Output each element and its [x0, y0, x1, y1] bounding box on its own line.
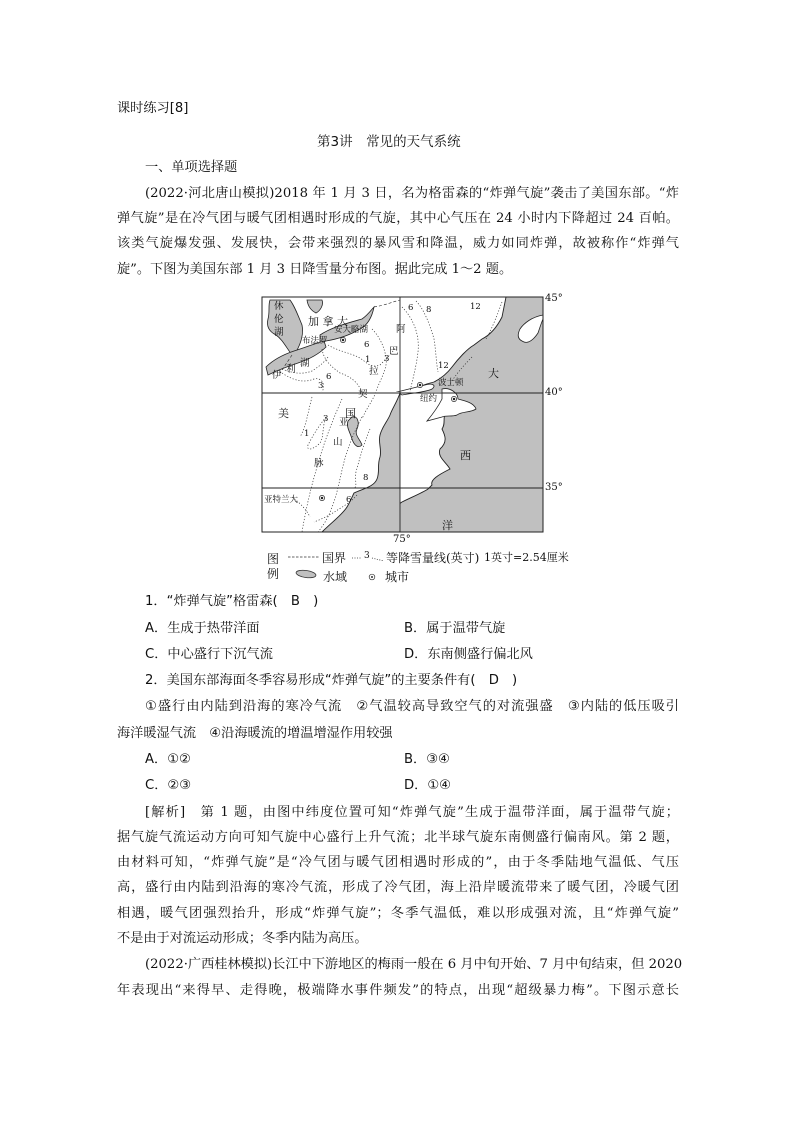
isoline-value: 6 — [346, 495, 352, 505]
legend-title-1: 图 — [267, 552, 280, 566]
label-ocean-3: 洋 — [442, 519, 453, 532]
isoline-value: 6 — [408, 303, 414, 313]
label-newyork: 纽约 — [420, 394, 438, 404]
question-stem: 1．“炸弹气旋”格雷森( B ) — [145, 594, 319, 609]
water-icon — [295, 568, 317, 583]
option-a: A．生成于热带洋面 — [145, 621, 260, 636]
label-canada: 加 拿 大 — [308, 315, 348, 328]
isoline-value: 8 — [363, 473, 369, 483]
isoline-value: 12 — [438, 361, 449, 371]
page-title: 第3讲 常见的天气系统 — [317, 134, 461, 150]
isoline-value: 8 — [426, 305, 432, 315]
label-ocean-2: 西 — [460, 449, 471, 462]
isoline-value: 3 — [323, 414, 329, 424]
option-a: A．①② — [145, 752, 191, 767]
question-statements: 海洋暖湿气流 ④沿海暖流的增温增湿作用较强 — [117, 726, 393, 741]
label-usa-2: 国 — [345, 407, 356, 420]
legend-conversion: 1英寸=2.54厘米 — [484, 551, 569, 564]
city-icon — [367, 570, 377, 585]
label-app-6: 山 — [333, 437, 343, 448]
label-erie-2: 利 — [286, 364, 296, 375]
question-stem: 2．美国东部海面冬季容易形成“炸弹气旋”的主要条件有( D ) — [145, 673, 518, 688]
analysis-line: 相遇，暖气团强烈抬升，形成“炸弹气旋”；冬季气温低，难以形成强对流，且“炸弹气旋” — [117, 906, 679, 921]
label-boston: 波士顿 — [438, 378, 464, 388]
label-ontario: 安大略湖 — [334, 325, 369, 335]
passage-line: 旋”。下图为美国东部 1 月 3 日降雪量分布图。据此完成 1～2 题。 — [117, 262, 513, 277]
label-app-4: 契 — [358, 389, 368, 400]
lat-40: 40° — [545, 387, 563, 398]
snowfall-map — [262, 293, 563, 551]
label-ocean-1: 大 — [488, 367, 499, 380]
label-erie-1: 伊 — [272, 370, 282, 381]
passage-line: 弹气旋”是在冷气团与暖气团相遇时形成的气旋，其中心气压在 24 小时内下降超过 24 百帕。 — [117, 211, 679, 226]
option-b: B．③④ — [404, 752, 450, 767]
question-statements: ①盛行由内陆到沿海的寒冷气流 ②气温较高导致空气的对流强盛 ③内陆的低压吸引 — [145, 699, 679, 714]
section-heading: 一、单项选择题 — [145, 160, 238, 175]
analysis-line: 据气旋气流运动方向可知气旋中心盛行上升气流；北半球气旋东南侧盛行偏南风。第 2 题， — [117, 830, 679, 845]
isoline-value: 1 — [304, 429, 310, 439]
label-huron-3: 湖 — [274, 327, 284, 338]
label-app-7: 脉 — [314, 458, 324, 469]
label-huron-2: 伦 — [274, 314, 284, 325]
legend-water: 水域 — [323, 570, 348, 584]
label-app-5: 亚 — [339, 417, 349, 428]
analysis-line: 由材料可知，“炸弹气旋”是“冷气团与暖气团相遇时形成的”，由于冬季陆地气温低、气压 — [117, 855, 679, 870]
passage-line: 年表现出“来得早、走得晚，极端降水事件频发”的特点，出现“超级暴力梅”。下图示意长 — [117, 983, 679, 998]
option-b: B．属于温带气旋 — [404, 621, 506, 636]
isoline-value: 6 — [326, 372, 332, 382]
analysis-line: 不是由于对流运动形成；冬季内陆为高压。 — [117, 931, 368, 946]
border-line-icon — [288, 551, 320, 565]
legend-city: 城市 — [385, 570, 410, 584]
isoline-value: 3 — [318, 381, 324, 391]
option-c: C．中心盛行下沉气流 — [145, 647, 273, 662]
passage-line: (2022·河北唐山模拟)2018 年 1 月 3 日，名为格雷森的“炸弹气旋”袭击了美国东部。“炸 — [145, 186, 679, 201]
passage-line: 该类气旋爆发强、发展快，会带来强烈的暴风雪和降温，威力如同炸弹，故被称作“炸弹气 — [117, 236, 679, 251]
label-buffalo: 布法罗 — [302, 336, 328, 346]
analysis-line: [解析] 第 1 题，由图中纬度位置可知“炸弹气旋”生成于温带洋面，属于温带气旋； — [145, 805, 679, 820]
isoline-value: 3 — [384, 354, 390, 364]
label-app-3: 拉 — [369, 366, 379, 377]
label-app-1: 阿 — [396, 324, 406, 335]
legend-border: 国界 — [322, 551, 347, 565]
exercise-label: 课时练习[8] — [117, 101, 189, 116]
isoline-value: 1 — [365, 355, 371, 365]
analysis-line: 高，盛行由内陆到沿海的寒冷气流，形成了冷气团，海上沿岸暖流带来了暖气团，冷暖气团 — [117, 880, 679, 895]
legend-isoline-sample: 3 — [364, 551, 370, 561]
label-atlanta: 亚特兰大 — [264, 495, 299, 505]
label-usa-1: 美 — [278, 407, 289, 420]
isoline-value: 12 — [470, 302, 481, 312]
label-app-2: 巴 — [389, 346, 399, 357]
label-erie-3: 湖 — [300, 358, 310, 369]
passage-line: (2022·广西桂林模拟)长江中下游地区的梅雨一般在 6 月中旬开始、7 月中旬结束，但 2020 — [145, 957, 683, 972]
isoline-value: 6 — [364, 340, 370, 350]
lat-35: 35° — [545, 482, 563, 493]
option-c: C．②③ — [145, 778, 192, 793]
option-d: D．①④ — [404, 778, 451, 793]
legend-isoline: 等降雪量线(英寸) — [386, 551, 480, 565]
label-huron-1: 休 — [274, 301, 284, 312]
legend-title-2: 例 — [267, 567, 280, 581]
lat-45: 45° — [545, 293, 563, 304]
option-d: D．东南侧盛行偏北风 — [404, 647, 533, 662]
lon-75: 75° — [393, 534, 411, 545]
